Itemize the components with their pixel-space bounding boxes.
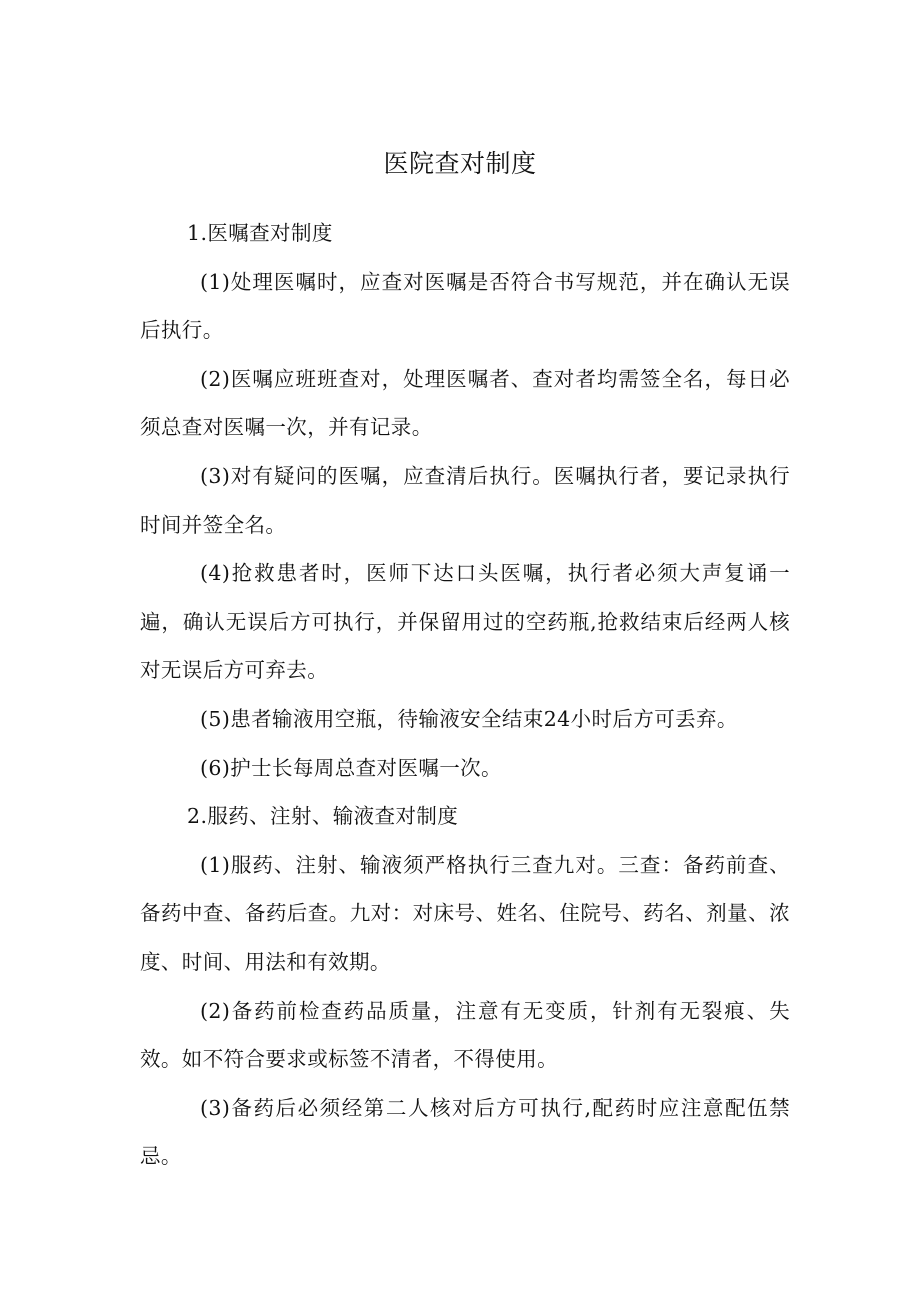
page-title: 医院查对制度 [383,149,537,178]
section-heading-2: 2.服药、注射、输液查对制度 [187,804,459,829]
paragraph-1-1: (1)处理医嘱时，应查对医嘱是否符合书写规范，并在确认无误后执行。 [140,269,790,343]
paragraph-2-3: (3)备药后必须经第二人核对后方可执行,配药时应注意配伍禁忌。 [140,1095,790,1169]
paragraph-1-5: (5)患者输液用空瓶，待输液安全结束24小时后方可丢弃。 [200,706,738,731]
section-heading-1: 1.医嘱查对制度 [187,221,333,245]
paragraph-2-1: (1)服药、注射、输液须严格执行三查九对。三查：备药前查、备药中查、备药后查。九对：对床号、姓名、住院号、药名、剂量、浓度、时间、用法和有效期。 [140,852,790,974]
document-body [140,209,790,1181]
paragraph-2-2: (2)备药前检查药品质量，注意有无变质，针剂有无裂痕、失效。如不符合要求或标签不清者，不得使用。 [140,998,790,1072]
paragraph-1-4: (4)抢救患者时，医师下达口头医嘱，执行者必须大声复诵一遍，确认无误后方可执行，并保留用过的空药瓶,抢救结束后经两人核对无误后方可弃去。 [140,561,790,683]
paragraph-1-3: (3)对有疑问的医嘱，应查清后执行。医嘱执行者，要记录执行时间并签全名。 [140,463,790,537]
paragraph-1-2: (2)医嘱应班班查对，处理医嘱者、查对者均需签全名，每日必须总查对医嘱一次，并有记录。 [140,366,790,440]
paragraph-1-6: (6)护士长每周总查对医嘱一次。 [200,755,502,780]
